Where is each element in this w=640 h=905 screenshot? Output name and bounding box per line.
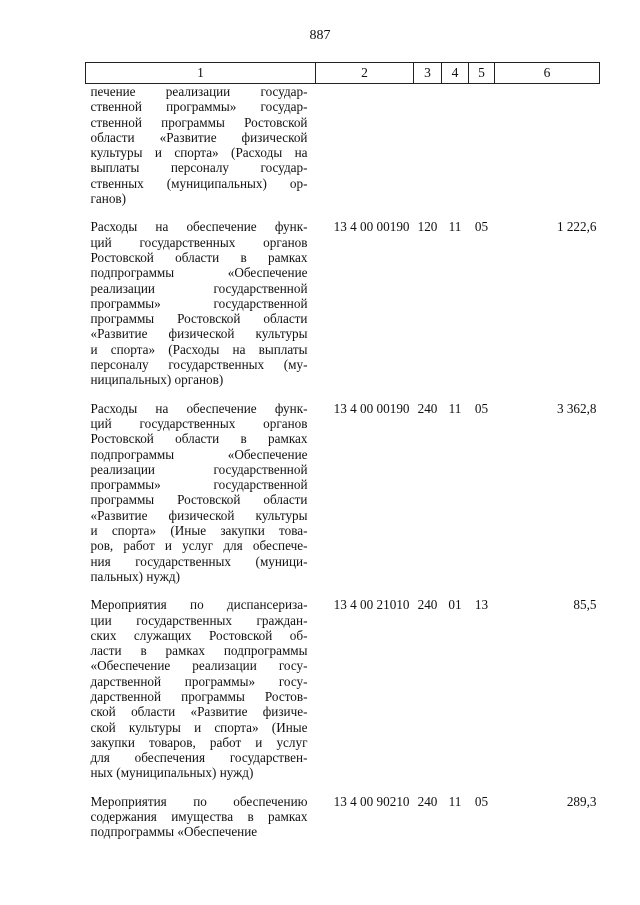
description-line: ской области «Развитие физиче- <box>90 704 308 720</box>
row-description <box>86 597 316 781</box>
budget-classification-code: 13 4 00 90210 <box>333 793 410 809</box>
description-line: ров, работ и услуг для обеспече- <box>90 538 308 554</box>
description-line: ской культуры и спорта» (Иные <box>90 719 308 735</box>
column-header-1: 1 <box>86 63 316 84</box>
section-code: 11 <box>448 793 462 809</box>
section-code <box>442 84 469 207</box>
expense-type-code <box>414 84 442 207</box>
expense-type-code: 240 <box>417 400 438 416</box>
column-header-3: 3 <box>414 63 442 84</box>
description-line: выплаты персоналу государ- <box>90 160 308 176</box>
row-spacer <box>86 584 600 597</box>
table-row <box>86 219 600 387</box>
table-row <box>86 597 600 781</box>
description-line: содержания имущества в рамках <box>90 809 308 825</box>
description-line: ственной программы» государ- <box>90 99 308 115</box>
description-line: Ростовской области в рамках <box>90 249 308 265</box>
description-line: Мероприятия по обеспечению <box>90 793 308 809</box>
table-row <box>86 84 600 207</box>
description-line: ций государственных органов <box>90 415 308 431</box>
row-spacer <box>86 388 600 401</box>
subsection-code: 05 <box>474 219 489 235</box>
description-line: Ростовской области в рамках <box>90 431 308 447</box>
description-line: культуры и спорта» (Расходы на <box>90 145 308 161</box>
row-spacer-cell <box>86 388 600 401</box>
description-line: «Развитие физической культуры <box>90 507 308 523</box>
description-line: реализации государственной <box>90 461 308 477</box>
description-line: ласти в рамках подпрограммы <box>90 643 308 659</box>
subsection-code: 05 <box>474 793 489 809</box>
column-header-5: 5 <box>469 63 495 84</box>
column-header-4: 4 <box>442 63 469 84</box>
description-line: «Обеспечение реализации госу- <box>90 658 308 674</box>
description-line: печение реализации государ- <box>90 84 308 99</box>
row-spacer <box>86 206 600 219</box>
row-description <box>86 794 316 840</box>
section-code: 11 <box>448 219 462 235</box>
description-line: для обеспечения государствен- <box>90 750 308 766</box>
description-line: ских служащих Ростовской об- <box>90 627 308 643</box>
expense-type-code: 240 <box>417 793 438 809</box>
description-line: ния государственных (муници- <box>90 553 308 569</box>
description-line: ганов) <box>90 191 127 207</box>
amount-value: 289,3 <box>566 793 597 809</box>
description-line: и спорта» (Иные закупки това- <box>90 523 308 539</box>
description-line: персоналу государственных (му- <box>90 357 308 373</box>
row-description <box>86 401 316 585</box>
row-spacer-cell <box>86 781 600 794</box>
description-line: ниципальных) органов) <box>90 372 224 388</box>
description-line: подпрограммы «Обеспечение <box>90 265 308 281</box>
table-row <box>86 794 600 840</box>
budget-classification-code: 13 4 00 21010 <box>333 597 410 613</box>
row-description <box>86 84 316 207</box>
description-line: программы» государственной <box>90 477 308 493</box>
description-line: «Развитие физической культуры <box>90 326 308 342</box>
description-line: Мероприятия по диспансеризa- <box>90 597 308 613</box>
description-line: Расходы на обеспечение функ- <box>90 219 308 235</box>
table-row <box>86 401 600 585</box>
row-spacer-cell <box>86 206 600 219</box>
description-line: программы Ростовской области <box>90 311 308 327</box>
description-line: программы» государственной <box>90 295 308 311</box>
section-code: 01 <box>448 597 462 613</box>
subsection-code <box>469 84 495 207</box>
budget-classification-code: 13 4 00 00190 <box>333 219 410 235</box>
description-line: ственной программы Ростовской <box>90 114 308 130</box>
subsection-code: 05 <box>474 400 489 416</box>
row-spacer <box>86 781 600 794</box>
description-line: области «Развитие физической <box>90 129 308 145</box>
description-line: программы Ростовской области <box>90 492 308 508</box>
section-code: 11 <box>448 400 462 416</box>
row-spacer-cell <box>86 584 600 597</box>
page-number: 887 <box>309 28 331 43</box>
description-line: подпрограммы «Обеспечение <box>90 824 258 840</box>
description-line: ственных (муниципальных) ор- <box>90 175 308 191</box>
budget-classification-code <box>316 84 414 207</box>
description-line: реализации государственной <box>90 280 308 296</box>
column-header-2: 2 <box>316 63 414 84</box>
description-line: пальных) нужд) <box>90 568 181 584</box>
description-line: дарственной программы Ростов- <box>90 688 308 704</box>
amount-value: 3 362,8 <box>556 400 597 416</box>
description-line: ций государственных органов <box>90 234 308 250</box>
description-line: закупки товаров, работ и услуг <box>90 734 308 750</box>
column-header-6: 6 <box>495 63 600 84</box>
expense-type-code: 240 <box>417 597 438 613</box>
table-header-row <box>86 63 600 84</box>
amount-value: 85,5 <box>573 597 597 613</box>
description-line: ных (муниципальных) нужд) <box>90 765 254 781</box>
description-line: Расходы на обеспечение функ- <box>90 400 308 416</box>
description-line: подпрограммы «Обеспечение <box>90 446 308 462</box>
description-line: дарственной программы» госу- <box>90 673 308 689</box>
budget-classification-code: 13 4 00 00190 <box>333 400 410 416</box>
budget-table <box>85 62 600 840</box>
amount-value: 1 222,6 <box>556 219 597 235</box>
description-line: и спорта» (Расходы на выплаты <box>90 341 308 357</box>
description-line: ции государственных граждан- <box>90 612 308 628</box>
expense-type-code: 120 <box>417 219 438 235</box>
subsection-code: 13 <box>474 597 489 613</box>
amount-value <box>495 84 600 207</box>
row-description <box>86 219 316 387</box>
